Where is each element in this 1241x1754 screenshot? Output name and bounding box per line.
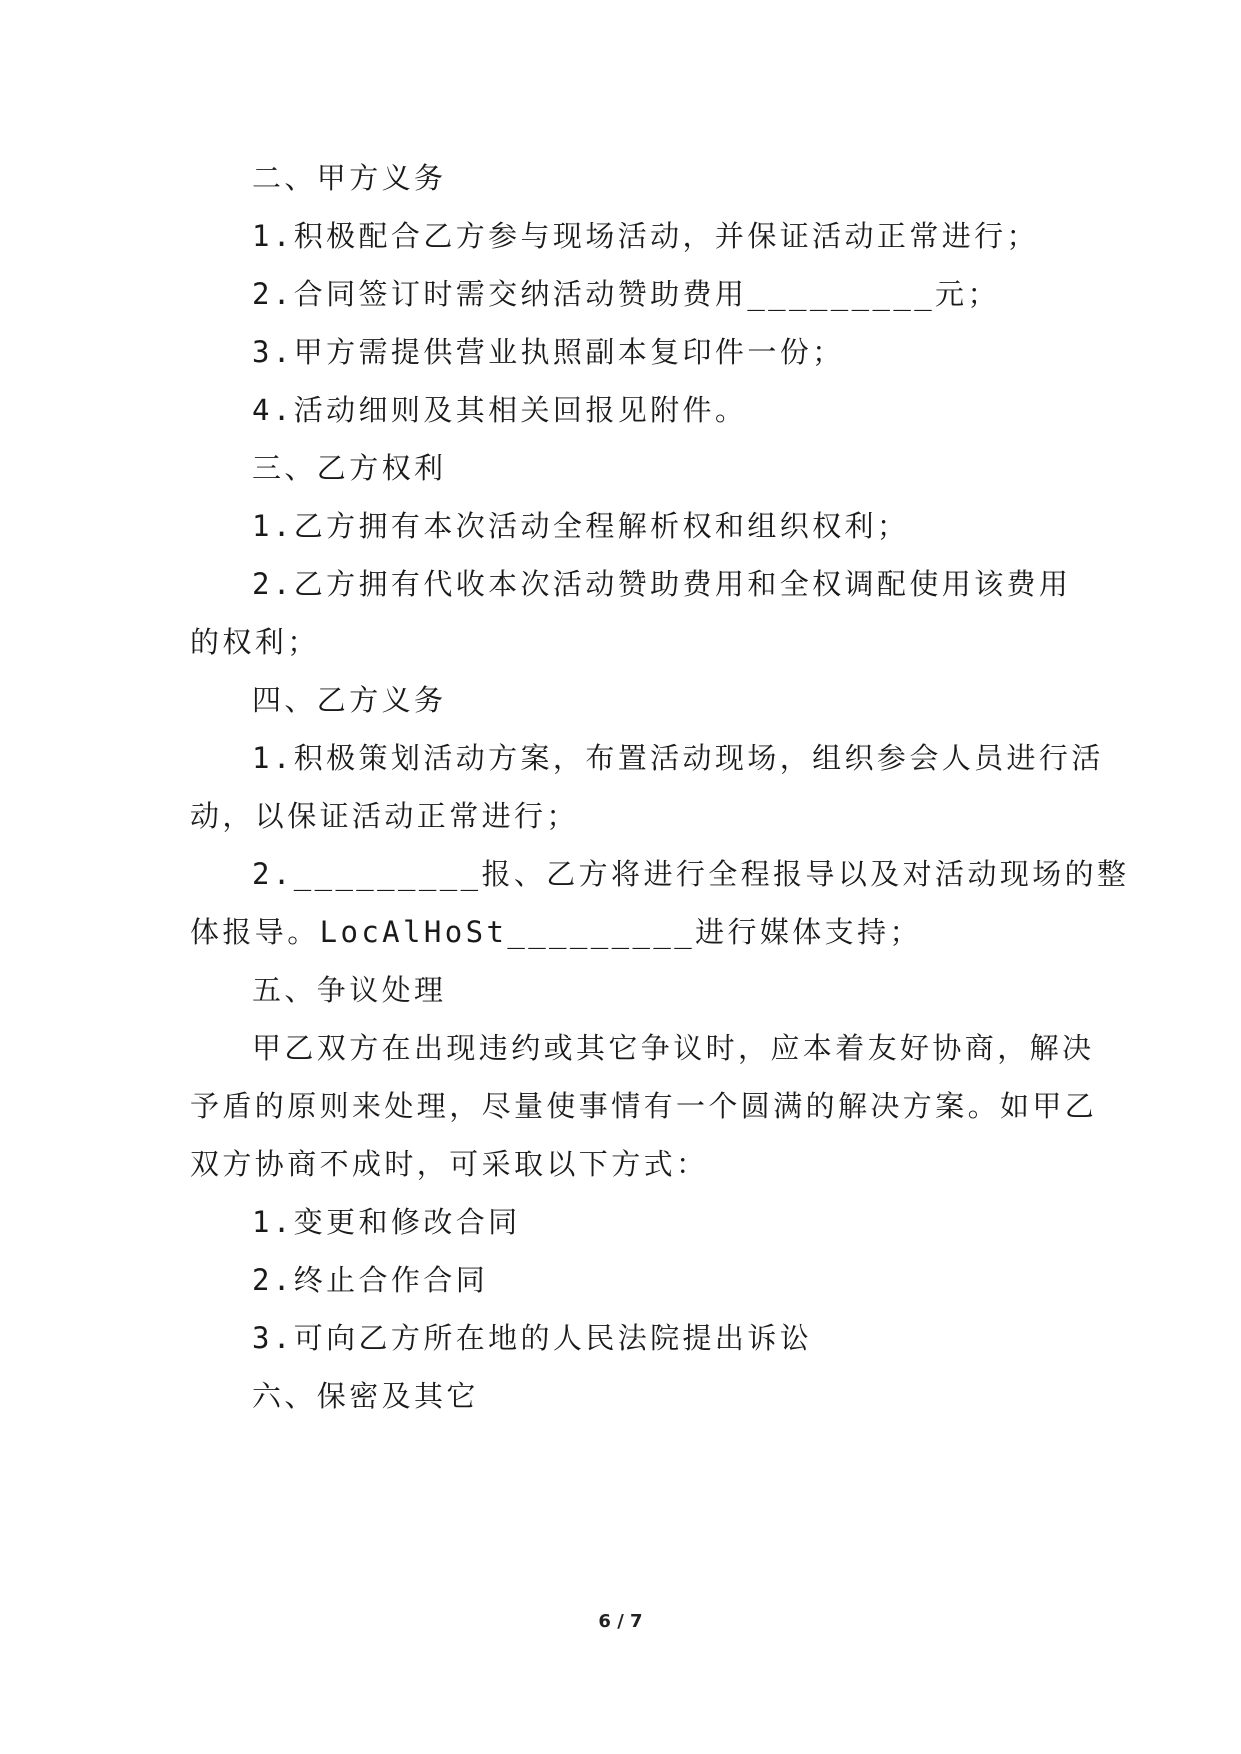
paragraph-line: 2.合同签订时需交纳活动赞助费用_________元； <box>252 277 1000 311</box>
paragraph-line: 1.变更和修改合同 <box>252 1205 521 1239</box>
paragraph-line: 1.积极配合乙方参与现场活动，并保证活动正常进行； <box>252 219 1039 253</box>
paragraph-line: 体报导。LocAlHoSt_________进行媒体支持； <box>190 915 922 949</box>
paragraph-line: 的权利； <box>190 625 320 659</box>
section-heading: 三、乙方权利 <box>252 451 447 485</box>
paragraph-line: 2.终止合作合同 <box>252 1263 489 1297</box>
paragraph-line: 1.乙方拥有本次活动全程解析权和组织权利； <box>252 509 910 543</box>
paragraph-line: 2._________报、乙方将进行全程报导以及对活动现场的整 <box>252 857 1130 891</box>
section-heading: 五、争议处理 <box>252 973 447 1007</box>
paragraph-line: 2.乙方拥有代收本次活动赞助费用和全权调配使用该费用 <box>252 567 1072 601</box>
paragraph-line: 双方协商不成时，可采取以下方式： <box>190 1147 709 1181</box>
paragraph-line: 予盾的原则来处理，尽量使事情有一个圆满的解决方案。如甲乙 <box>190 1089 1098 1123</box>
paragraph-line: 3.可向乙方所在地的人民法院提出诉讼 <box>252 1321 813 1355</box>
paragraph-line: 3.甲方需提供营业执照副本复印件一份； <box>252 335 845 369</box>
paragraph-line: 甲乙双方在出现违约或其它争议时，应本着友好协商，解决 <box>252 1031 1095 1065</box>
paragraph-line: 1.积极策划活动方案，布置活动现场，组织参会人员进行活 <box>252 741 1104 775</box>
paragraph-line: 动，以保证活动正常进行； <box>190 799 579 833</box>
section-heading: 六、保密及其它 <box>252 1379 479 1413</box>
section-heading: 四、乙方义务 <box>252 683 447 717</box>
page-number: 6 / 7 <box>598 1611 643 1632</box>
paragraph-line: 4.活动细则及其相关回报见附件。 <box>252 393 748 427</box>
section-heading: 二、甲方义务 <box>252 161 447 195</box>
